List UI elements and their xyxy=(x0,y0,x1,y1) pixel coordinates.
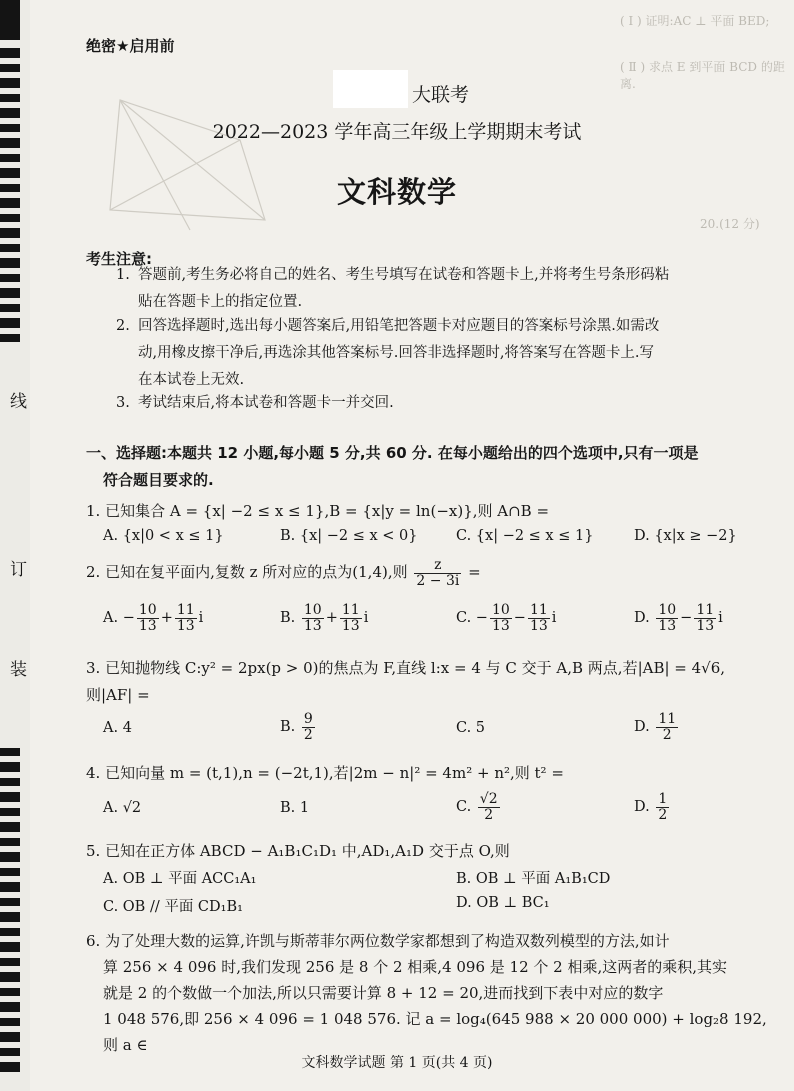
q2-option-a xyxy=(103,603,203,633)
fraction-numerator: 11 xyxy=(696,602,715,618)
q4-option-c xyxy=(456,792,502,822)
notice-item xyxy=(96,262,768,316)
option-fraction xyxy=(694,603,716,633)
q2-option-c xyxy=(456,603,556,633)
notice-line: 贴在答题卡上的指定位置. xyxy=(138,294,303,310)
question-2-stem xyxy=(86,558,776,588)
q3-option-d xyxy=(634,712,680,742)
q3-option-a: A. 4 xyxy=(103,720,132,736)
fraction-denominator: 13 xyxy=(658,617,677,634)
fraction-numerator: 11 xyxy=(176,602,195,618)
question-6-line: 算 256 × 4 096 时,我们发现 256 是 8 个 2 相乘,4 096 是 12 个 2 相乘,这两者的乘积,其实 xyxy=(103,958,728,976)
option-label: D. xyxy=(634,610,650,627)
q4-option-a: A. √2 xyxy=(103,800,142,816)
binding-label-line: 线 xyxy=(6,392,26,409)
question-6-line: 就是 2 的个数做一个加法,所以只需要计算 8 + 12 = 20,进而找到下表中对应的数字 xyxy=(103,984,664,1002)
option-label: B. xyxy=(280,610,296,627)
q4-option-d xyxy=(634,792,671,822)
q1-option-b: B. {x| −2 ≤ x < 0} xyxy=(280,528,418,544)
notice-line: 考试结束后,将本试卷和答题卡一并交回. xyxy=(138,395,394,411)
option-fraction xyxy=(490,603,512,633)
fraction-denominator: 2 xyxy=(484,806,494,823)
q2-fraction-denominator: 2 − 3i xyxy=(416,572,460,589)
fraction-numerator: 10 xyxy=(491,602,510,618)
question-3-stem-cont: 则|AF| = xyxy=(86,686,150,704)
option-imaginary-unit: i xyxy=(551,610,557,627)
fraction-numerator: 11 xyxy=(529,602,548,618)
option-fraction xyxy=(656,603,678,633)
page-footer: 文科数学试题 第 1 页(共 4 页) xyxy=(301,1055,493,1071)
option-label: C. xyxy=(456,610,472,627)
question-1-stem: 1. 已知集合 A = {x| −2 ≤ x ≤ 1},B = {x|y = ln(−x)},则 A∩B = xyxy=(86,502,550,520)
option-imaginary-unit: i xyxy=(718,610,723,627)
notice-line: 动,用橡皮擦干净后,再选涂其他答案标号.回答非选择题时,将答案写在答题卡上.写 xyxy=(138,345,655,361)
option-label: A. xyxy=(103,610,119,627)
section-heading xyxy=(86,440,766,494)
fraction-denominator: 13 xyxy=(303,617,322,634)
fraction-numerator: 11 xyxy=(341,602,360,618)
fraction-numerator: 10 xyxy=(303,602,322,618)
section-heading-line: 符合题目要求的. xyxy=(103,471,214,489)
q2-fraction-numerator: z xyxy=(414,558,461,574)
subject-title: 文科数学 xyxy=(336,175,457,209)
question-4-stem: 4. 已知向量 m = (t,1),n = (−2t,1),若|2m − n|² = 4m² + n²,则 t² = xyxy=(86,764,564,782)
question-6-line: 1 048 576,即 256 × 4 096 = 1 048 576. 记 a = log₄(645 988 × 20 000 000) + log₂8 192,则 a ∈ xyxy=(103,1010,767,1054)
fraction-denominator: 2 xyxy=(303,726,313,743)
fraction-denominator: 13 xyxy=(176,617,195,634)
q5-option-a: A. OB ⊥ 平面 ACC₁A₁ xyxy=(103,871,257,887)
fraction-numerator: 11 xyxy=(658,711,677,727)
option-operator: − xyxy=(513,610,526,627)
option-fraction xyxy=(478,792,500,822)
option-fraction xyxy=(340,603,362,633)
fraction-denominator: 13 xyxy=(696,617,715,634)
notice-item xyxy=(96,313,768,394)
binding-label-staple: 装 xyxy=(6,660,26,677)
q1-option-c: C. {x| −2 ≤ x ≤ 1} xyxy=(456,528,594,544)
option-imaginary-unit: i xyxy=(363,610,369,627)
fraction-numerator: 9 xyxy=(303,711,313,727)
question-3-stem: 3. 已知抛物线 C:y² = 2px(p > 0)的焦点为 F,直线 l:x = 4 与 C 交于 A,B 两点,若|AB| = 4√6, xyxy=(86,659,726,677)
q2-stem-text: 2. 已知在复平面内,复数 z 所对应的点为(1,4),则 xyxy=(86,563,408,582)
option-operator: + xyxy=(160,610,173,627)
fraction-denominator: 13 xyxy=(491,617,510,634)
binding-label-bind: 订 xyxy=(6,560,26,577)
fraction-denominator: 13 xyxy=(138,617,157,634)
q5-option-d: D. OB ⊥ BC₁ xyxy=(456,895,550,911)
notice-line: 回答选择题时,选出每小题答案后,用铅笔把答题卡对应题目的答案标号涂黑.如需改 xyxy=(138,318,660,334)
option-fraction xyxy=(656,712,678,742)
q5-option-c: C. OB // 平面 CD₁B₁ xyxy=(103,899,243,915)
redaction-box xyxy=(333,70,408,108)
q1-option-d: D. {x|x ≥ −2} xyxy=(634,528,737,544)
option-label: B. xyxy=(280,719,296,736)
question-5-stem: 5. 已知在正方体 ABCD − A₁B₁C₁D₁ 中,AD₁,A₁D 交于点 O,则 xyxy=(86,842,510,860)
bleed-through-figure xyxy=(90,80,290,240)
q2-option-b xyxy=(280,603,368,633)
notice-line: 在本试卷上无效. xyxy=(138,372,245,388)
option-imaginary-unit: i xyxy=(198,610,204,627)
q2-option-d xyxy=(634,603,723,633)
option-operator: − xyxy=(680,610,693,627)
option-fraction xyxy=(302,603,324,633)
q2-stem-equals: = xyxy=(468,563,481,582)
q2-fraction xyxy=(414,558,461,588)
fraction-numerator: 1 xyxy=(658,791,668,807)
exam-title: 2022—2023 学年高三年级上学期期末考试 xyxy=(212,121,582,143)
fraction-denominator: 13 xyxy=(341,617,360,634)
option-label: D. xyxy=(634,799,650,816)
option-fraction xyxy=(175,603,197,633)
q3-option-c: C. 5 xyxy=(456,720,486,736)
bleed-through-text: ( Ⅱ ) 求点 E 到平面 BCD 的距离. xyxy=(620,60,785,91)
option-operator: + xyxy=(325,610,338,627)
binding-strip xyxy=(0,0,30,1091)
option-label: C. xyxy=(456,799,472,816)
q4-option-b: B. 1 xyxy=(280,800,310,816)
notice-line: 答题前,考生务必将自己的姓名、考生号填写在试卷和答题卡上,并将考生号条形码粘 xyxy=(138,267,670,283)
option-fraction xyxy=(137,603,159,633)
confidential-mark: 绝密★启用前 xyxy=(86,37,175,55)
option-sign: − xyxy=(122,610,135,627)
notice-number: 3. xyxy=(116,395,130,411)
option-fraction xyxy=(656,792,669,822)
exam-union-name: 大联考 xyxy=(412,84,470,106)
bleed-through-text: 20.(12 分) xyxy=(700,217,760,231)
section-heading-line: 一、选择题:本题共 12 小题,每小题 5 分,共 60 分. 在每小题给出的四个选项中,只有一项是 xyxy=(86,444,699,462)
q3-option-b xyxy=(280,712,317,742)
option-sign: − xyxy=(475,610,488,627)
question-6-line: 6. 为了处理大数的运算,许凯与斯蒂菲尔两位数学家都想到了构造双数列模型的方法,如计 xyxy=(86,932,670,950)
q5-option-b: B. OB ⊥ 平面 A₁B₁CD xyxy=(456,871,611,887)
fraction-numerator: 10 xyxy=(138,602,157,618)
notice-item xyxy=(96,390,768,417)
notice-heading: 考生注意: xyxy=(86,250,152,268)
fraction-numerator: 10 xyxy=(658,602,677,618)
q1-option-a: A. {x|0 < x ≤ 1} xyxy=(103,528,224,544)
notice-number: 2. xyxy=(116,318,130,334)
question-6 xyxy=(86,928,776,1058)
notice-number: 1. xyxy=(116,267,130,283)
fraction-numerator: √2 xyxy=(479,791,498,807)
bleed-through-text: ( Ⅰ ) 证明:AC ⊥ 平面 BED; xyxy=(620,14,770,28)
option-fraction xyxy=(528,603,550,633)
fraction-denominator: 2 xyxy=(662,726,672,743)
option-fraction xyxy=(302,712,315,742)
option-label: D. xyxy=(634,719,650,736)
fraction-denominator: 2 xyxy=(658,806,668,823)
fraction-denominator: 13 xyxy=(529,617,548,634)
